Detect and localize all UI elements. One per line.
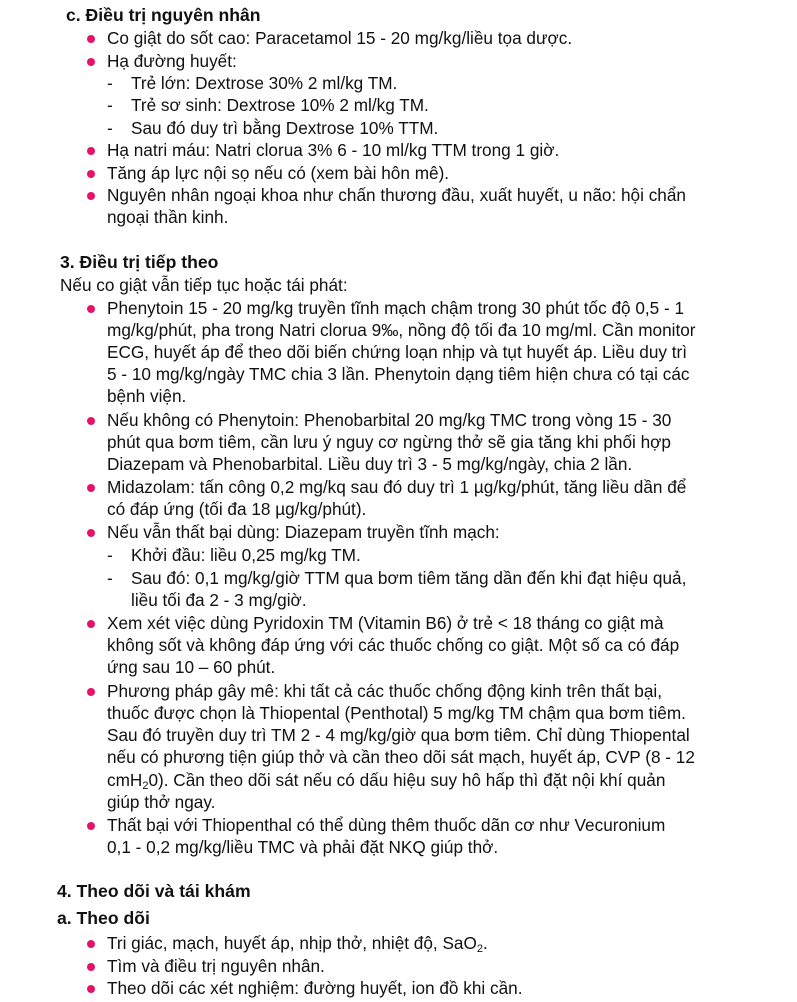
paragraph-line: nếu có phương tiện giúp thở và cần theo dõi sát mạch, huyết áp, CVP (8 - 12 bbox=[107, 747, 695, 767]
bullet-icon bbox=[87, 170, 95, 178]
dash-icon: - bbox=[107, 73, 113, 93]
list-item: Hạ natri máu: Natri clorua 3% 6 - 10 ml/kg TTM trong 1 giờ. bbox=[107, 140, 560, 160]
bullet-icon bbox=[87, 963, 95, 971]
paragraph-line: mg/kg/phút, pha trong Natri clorua 9‰, nồng độ tối đa 10 mg/ml. Cần monitor bbox=[107, 320, 696, 340]
text-run: Tri giác, mạch, huyết áp, nhịp thở, nhiệt độ, SaO bbox=[107, 933, 477, 953]
intro-text: Nếu co giật vẫn tiếp tục hoặc tái phát: bbox=[60, 275, 348, 295]
list-item: Tìm và điều trị nguyên nhân. bbox=[107, 956, 325, 976]
bullet-icon bbox=[87, 305, 95, 313]
sub-list-item: Trẻ lớn: Dextrose 30% 2 ml/kg TM. bbox=[131, 73, 398, 93]
dash-icon: - bbox=[107, 118, 113, 138]
list-item: Co giật do sốt cao: Paracetamol 15 - 20 mg/kg/liều tọa dược. bbox=[107, 28, 573, 48]
dash-icon: - bbox=[107, 568, 113, 588]
bullet-icon bbox=[87, 529, 95, 537]
paragraph-line: không sốt và không đáp ứng với các thuốc chống co giật. Một số ca có đáp bbox=[107, 635, 680, 655]
text-run: cmH bbox=[107, 770, 143, 790]
text-run: . bbox=[482, 933, 488, 953]
bullet-icon bbox=[87, 192, 95, 200]
paragraph-line: Thất bại với Thiopenthal có thể dùng thêm thuốc dãn cơ như Vecuronium bbox=[107, 815, 666, 835]
bullet-icon bbox=[87, 484, 95, 492]
paragraph-line: Xem xét việc dùng Pyridoxin TM (Vitamin B6) ở trẻ < 18 tháng co giật mà bbox=[107, 613, 664, 633]
paragraph-line: giúp thở ngay. bbox=[107, 792, 216, 812]
heading-section-c: c. Điều trị nguyên nhân bbox=[66, 5, 261, 25]
subscript: 2 bbox=[476, 943, 483, 955]
paragraph-line: có đáp ứng (tối đa 18 µg/kg/phút). bbox=[107, 499, 367, 519]
paragraph-line: thuốc được chọn là Thiopental (Penthotal) 5 mg/kg TM chậm qua bơm tiêm. bbox=[107, 703, 686, 723]
list-item: Nguyên nhân ngoại khoa như chấn thương đầu, xuất huyết, u não: hội chẩn bbox=[107, 185, 686, 205]
sub-list-item: Sau đó duy trì bằng Dextrose 10% TTM. bbox=[131, 118, 439, 138]
sub-list-item-continuation: liều tối đa 2 - 3 mg/giờ. bbox=[131, 590, 307, 610]
text-run: 0). Cần theo dõi sát nếu có dấu hiệu suy hô hấp thì đặt nội khí quản bbox=[148, 770, 666, 790]
bullet-icon bbox=[87, 35, 95, 43]
paragraph-line: ứng sau 10 – 60 phút. bbox=[107, 657, 276, 677]
bullet-icon bbox=[87, 147, 95, 155]
list-item bbox=[107, 933, 488, 954]
heading-section-4: 4. Theo dõi và tái khám bbox=[57, 881, 251, 901]
bullet-icon bbox=[87, 985, 95, 993]
sub-list-item: Khởi đầu: liều 0,25 mg/kg TM. bbox=[131, 545, 361, 565]
paragraph-line: Phương pháp gây mê: khi tất cả các thuốc chống động kinh trên thất bại, bbox=[107, 681, 662, 701]
heading-subsection-a: a. Theo dõi bbox=[57, 908, 150, 928]
list-item: Theo dõi các xét nghiệm: đường huyết, ion đồ khi cần. bbox=[107, 978, 523, 998]
paragraph-line bbox=[107, 770, 665, 791]
list-item: Nếu vẫn thất bại dùng: Diazepam truyền tĩnh mạch: bbox=[107, 522, 500, 542]
paragraph-line: Sau đó truyền duy trì TM 2 - 4 mg/kg/giờ qua bơm tiêm. Chỉ dùng Thiopental bbox=[107, 725, 690, 745]
bullet-icon bbox=[87, 620, 95, 628]
paragraph-line: Midazolam: tấn công 0,2 mg/kq sau đó duy trì 1 µg/kg/phút, tăng liều dần để bbox=[107, 477, 687, 497]
heading-section-3: 3. Điều trị tiếp theo bbox=[60, 252, 219, 272]
paragraph-line: phút qua bơm tiêm, cần lưu ý nguy cơ ngừng thở sẽ gia tăng khi phối hợp bbox=[107, 432, 671, 452]
bullet-icon bbox=[87, 58, 95, 66]
paragraph-line: Phenytoin 15 - 20 mg/kg truyền tĩnh mạch chậm trong 30 phút tốc độ 0,5 - 1 bbox=[107, 298, 685, 318]
list-item: Hạ đường huyết: bbox=[107, 51, 237, 71]
paragraph-line: 0,1 - 0,2 mg/kg/liều TMC và phải đặt NKQ giúp thở. bbox=[107, 837, 499, 857]
bullet-icon bbox=[87, 688, 95, 696]
bullet-icon bbox=[87, 417, 95, 425]
subscript: 2 bbox=[142, 780, 149, 792]
bullet-icon bbox=[87, 940, 95, 948]
list-item-continuation: ngoại thần kinh. bbox=[107, 207, 229, 227]
list-item: Tăng áp lực nội sọ nếu có (xem bài hôn mê). bbox=[107, 163, 450, 183]
dash-icon: - bbox=[107, 545, 113, 565]
bullet-icon bbox=[87, 822, 95, 830]
sub-list-item: Sau đó: 0,1 mg/kg/giờ TTM qua bơm tiêm tăng dần đến khi đạt hiệu quả, bbox=[131, 568, 687, 588]
paragraph-line: Nếu không có Phenytoin: Phenobarbital 20 mg/kg TMC trong vòng 15 - 30 bbox=[107, 410, 672, 430]
paragraph-line: 5 - 10 mg/kg/ngày TMC chia 3 lần. Phenytoin dạng tiêm hiện chưa có tại các bbox=[107, 364, 690, 384]
paragraph-line: bệnh viện. bbox=[107, 386, 187, 406]
paragraph-line: ECG, huyết áp để theo dõi biến chứng loạn nhịp và tụt huyết áp. Liều duy trì bbox=[107, 342, 688, 362]
paragraph-line: Diazepam và Phenobarbital. Liều duy trì 3 - 5 mg/kg/ngày, chia 2 lần. bbox=[107, 454, 633, 474]
sub-list-item: Trẻ sơ sinh: Dextrose 10% 2 ml/kg TM. bbox=[131, 95, 429, 115]
dash-icon: - bbox=[107, 95, 113, 115]
